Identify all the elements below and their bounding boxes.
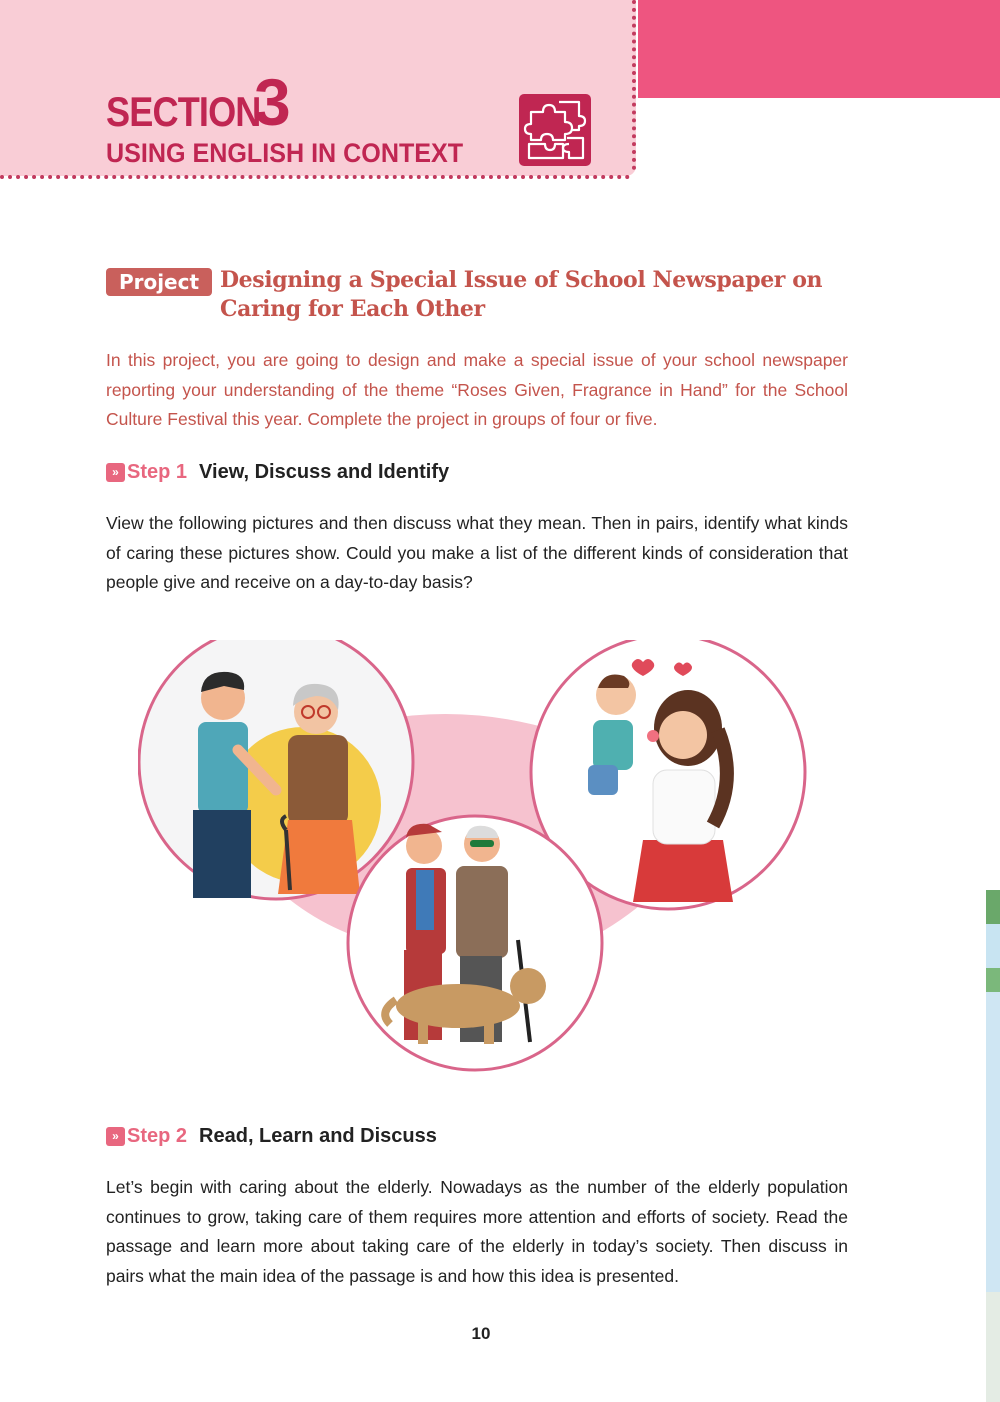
step1-heading (106, 461, 449, 484)
edge-tab-green-2 (986, 968, 1000, 992)
step2-label: Step 2 (127, 1125, 188, 1147)
edge-tab-light-blue (986, 924, 1000, 968)
section-label: SECTION (106, 88, 261, 135)
double-chevron-icon: » (106, 463, 125, 482)
page-number: 10 (471, 1324, 491, 1343)
step1-title: View, Discuss and Identify (199, 461, 450, 483)
header-accent-block (638, 0, 1000, 98)
edge-tab-pale (986, 1292, 1000, 1402)
puzzle-icon (519, 94, 591, 166)
header-dotted-border (0, 175, 630, 179)
volunteer-helping-elderly-woman-image (139, 640, 413, 899)
project-title: Designing a Special Issue of School Newspaper on Caring for Each Other (220, 267, 823, 322)
step1-text: View the following pictures and then discuss what they mean. Then in pairs, identify what kinds of caring these pictures show. Could you make a list of the different kinds of consideration that people give and receive on a day-to-day basis? (106, 513, 848, 592)
header-dotted-border-right (632, 0, 636, 170)
double-chevron-icon: » (106, 1127, 125, 1146)
section-subtitle: USING ENGLISH IN CONTEXT (106, 138, 464, 168)
step2-title: Read, Learn and Discuss (199, 1125, 437, 1147)
project-badge: Project (106, 268, 212, 296)
section-number: 3 (254, 65, 291, 139)
step2-heading (106, 1125, 437, 1148)
caring-illustration (138, 640, 812, 1076)
blind-man-guide-dog-image (348, 816, 602, 1070)
step1-label: Step 1 (127, 461, 188, 483)
edge-tab-green (986, 890, 1000, 924)
step2-text: Let’s begin with caring about the elderly. Nowadays as the number of the elderly population continues to grow, taking care of them requires more attention and efforts of society. Read the passage and learn more about taking care of the elderly in today’s society. Then discuss in pairs what the main idea of the passage is and how this idea is presented. (106, 1177, 848, 1286)
edge-tab-sky (986, 992, 1000, 1292)
project-intro: In this project, you are going to design and make a special issue of your school newspaper reporting your understanding of the theme “Roses Given, Fragrance in Hand” for the School Culture Festival this year. Complete the project in groups of four or five. (106, 350, 848, 429)
